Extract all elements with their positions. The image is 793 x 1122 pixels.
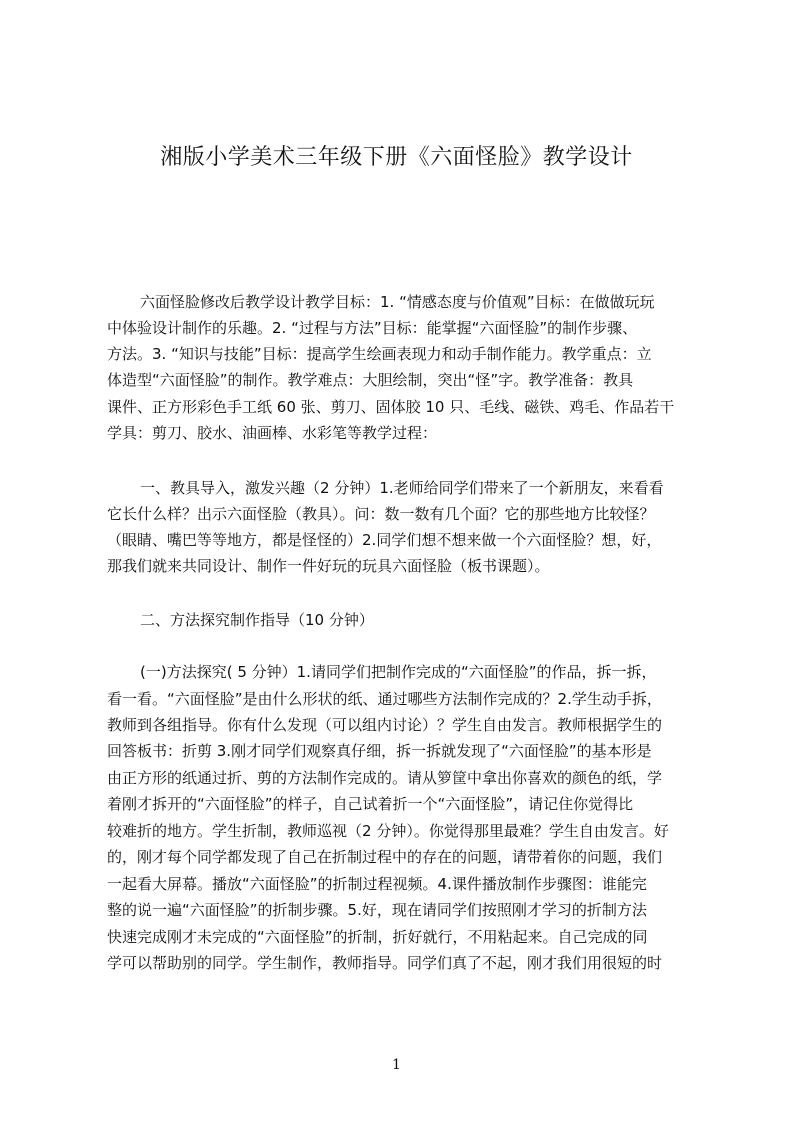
- text-line: 学可以帮助别的同学。学生制作，教师指导。同学们真了不起，刚才我们用很短的时: [107, 954, 663, 972]
- text-line: 一、教具导入，激发兴趣（2 分钟）1.老师给同学们带来了一个新朋友，来看看: [140, 479, 664, 497]
- text-line: 的，刚才每个同学都发现了自己在折制过程中的存在的问题，请带着你的问题，我们: [107, 848, 663, 866]
- text-line: 学具：剪刀、胶水、油画棒、水彩笔等教学过程：: [107, 424, 438, 442]
- text-line: （眼睛、嘴巴等等地方，都是怪怪的）2.同学们想不想来做一个六面怪脸？想，好，: [107, 531, 662, 549]
- text-line: 由正方形的纸通过折、剪的方法制作完成的。请从箩筐中拿出你喜欢的颜色的纸，学: [107, 769, 663, 787]
- text-line: 体造型“六面怪脸”的制作。教学难点：大胆绘制，突出“怪”字。教学准备：教具: [107, 371, 634, 389]
- page-number: 1: [392, 1057, 401, 1073]
- text-line: 整的说一遍“六面怪脸”的折制步骤。5.好，现在请同学们按照刚才学习的折制方法: [107, 901, 647, 919]
- section-heading: 二、方法探究制作指导（10 分钟）: [140, 611, 374, 629]
- text-line: 回答板书：折剪 3.刚才同学们观察真仔细，拆一拆就发现了“六面怪脸”的基本形是: [107, 742, 652, 760]
- text-line: 六面怪脸修改后教学设计教学目标：1. “情感态度与价值观”目标：在做做玩玩: [140, 293, 655, 311]
- text-line: 中体验设计制作的乐趣。2. “过程与方法”目标：能掌握“六面怪脸”的制作步骤、: [107, 319, 638, 337]
- text-line: 快速完成刚才未完成的“六面怪脸”的折制，折好就行，不用粘起来。自己完成的同: [107, 928, 648, 946]
- text-line: 课件、正方形彩色手工纸 60 张、剪刀、固体胶 10 只、毛线、磁铁、鸡毛、作品若干: [107, 398, 675, 416]
- text-line: (一)方法探究( 5 分钟）1.请同学们把制作完成的“六面怪脸”的作品，拆一拆，: [140, 663, 657, 681]
- text-line: 方法。3. “知识与技能”目标：提高学生绘画表现力和动手制作能力。教学重点：立: [107, 345, 652, 363]
- text-line: 一起看大屏幕。播放“六面怪脸”的折制过程视频。4.课件播放制作步骤图：谁能完: [107, 875, 647, 893]
- text-line: 那我们就来共同设计、制作一件好玩的玩具六面怪脸（板书课题）。: [107, 557, 550, 575]
- text-line: 教师到各组指导。你有什么发现（可以组内讨论）？学生自由发言。教师根据学生的: [107, 716, 663, 734]
- text-line: 看一看。“六面怪脸”是由什么形状的纸、通过哪些方法制作完成的？2.学生动手拆，: [107, 690, 662, 708]
- text-line: 着刚才拆开的“六面怪脸”的样子，自己试着折一个“六面怪脸”，请记住你觉得比: [107, 795, 634, 813]
- text-line: 它长什么样？出示六面怪脸（教具）。问：数一数有几个面？它的那些地方比较怪？: [107, 505, 655, 523]
- text-line: 较难折的地方。学生折制，教师巡视（2 分钟）。你觉得那里最难？学生自由发言。好: [107, 822, 669, 840]
- document-title: 湘版小学美术三年级下册《六面怪脸》教学设计: [160, 145, 633, 170]
